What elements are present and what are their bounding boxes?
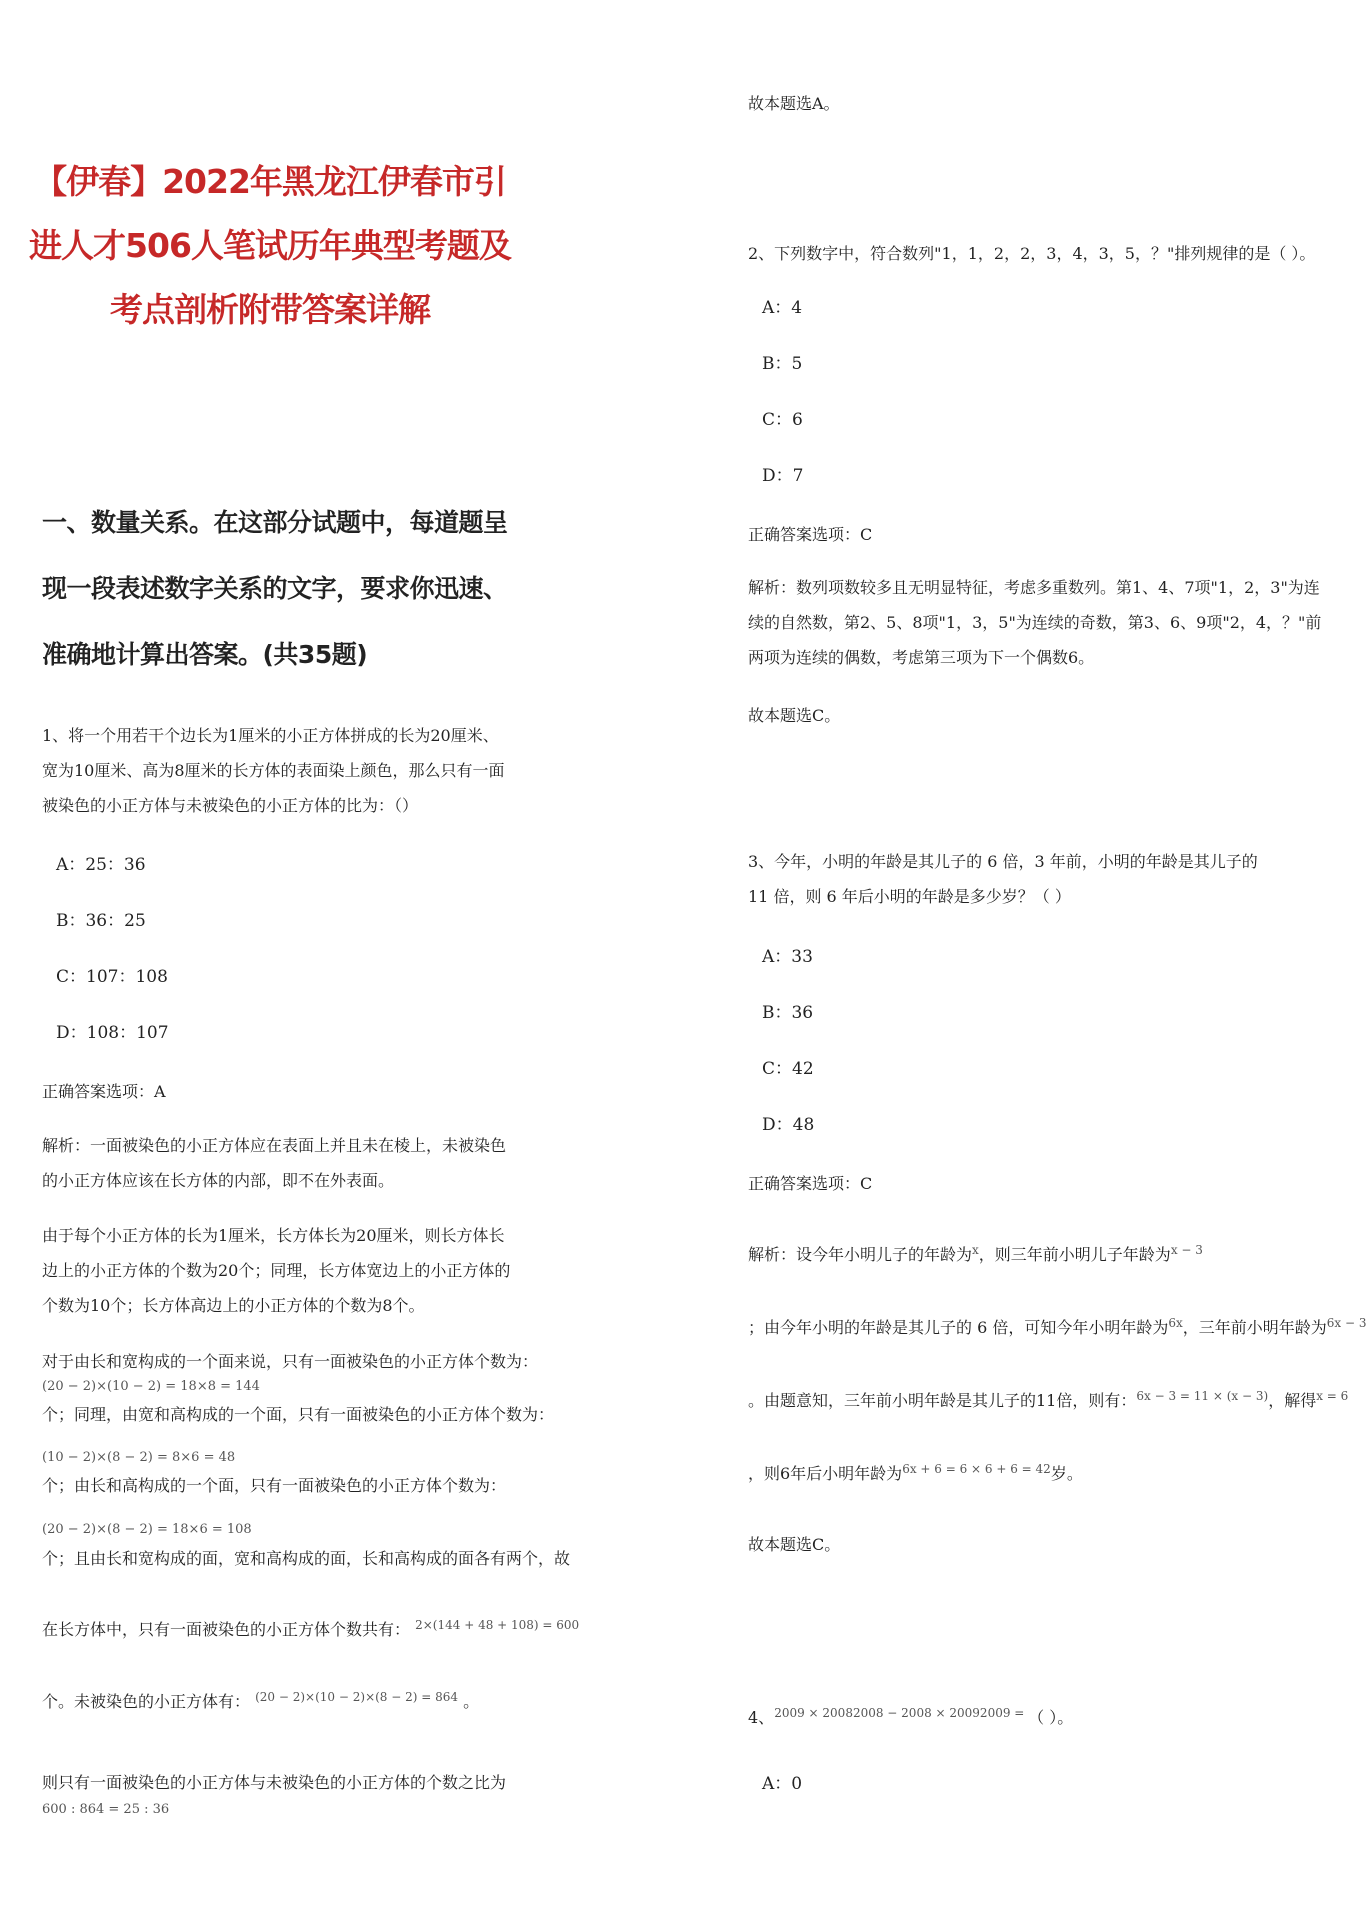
q1-line-8-end: 。 — [463, 1692, 480, 1711]
q3-formula-x: x — [972, 1243, 979, 1257]
q3-analysis-2-text: ；由今年小明的年龄是其儿子的 6 倍，可知今年小明年龄为 — [748, 1318, 1169, 1337]
q1-formula-4: 2×(144 + 48 + 108) = 600 — [415, 1618, 580, 1632]
q3-option-c: C：42 — [762, 1059, 814, 1079]
q1-analysis-1: 解析：一面被染色的小正方体应在表面上并且未在棱上，未被染色的小正方体应该在长方体的内部，即不在外表面。 — [42, 1136, 507, 1190]
q1-line-9: 则只有一面被染色的小正方体与未被染色的小正方体的个数之比为 — [42, 1773, 507, 1792]
q2-analysis: 解析：数列项数较多且无明显特征，考虑多重数列。第1、4、7项"1，2，3"为连续的自然数，第2、5、8项"1，3，5"为连续的奇数，第3、6、9项"2，4，？"前两项为连续的偶数，考虑第三项为下一个偶数6。 — [748, 578, 1322, 667]
q3-analysis-3-text-b: ，解得 — [1268, 1391, 1317, 1410]
q1-formula-6: 600 : 864 = 25 : 36 — [42, 1802, 170, 1817]
q4-prefix: 4、 — [748, 1708, 775, 1727]
q3-formula-6x-minus-3: 6x − 3 — [1326, 1316, 1367, 1330]
q2-conclusion: 故本题选C。 — [748, 706, 841, 725]
q3-analysis-4-text: ，则6年后小明年龄为 — [748, 1464, 903, 1483]
q1-formula-2: (10 − 2)×(8 − 2) = 8×6 = 48 — [42, 1450, 236, 1465]
q3-option-b: B：36 — [762, 1003, 814, 1023]
q4-stem — [748, 1700, 1073, 1737]
q3-analysis-3-text: 。由题意知，三年前小明年龄是其儿子的11倍，则有： — [748, 1391, 1137, 1410]
q1-analysis-2: 由于每个小正方体的长为1厘米，长方体长为20厘米，则长方体长边上的小正方体的个数为20个；同理，长方体宽边上的小正方体的个数为10个；长方体高边上的小正方体的个数为8个。 — [42, 1226, 511, 1315]
q1-line-8-text: 个。未被染色的小正方体有： — [42, 1692, 251, 1711]
q3-option-a: A：33 — [762, 947, 813, 967]
q2-option-c: C：6 — [762, 410, 803, 430]
q1-line-6: 个；且由长和宽构成的面，宽和高构成的面，长和高构成的面各有两个，故 — [42, 1549, 571, 1568]
document-title: 【伊春】2022年黑龙江伊春市引进人才506人笔试历年典型考题及考点剖析附带答案详解 — [29, 162, 511, 329]
q1-line-7-text: 在长方体中，只有一面被染色的小正方体个数共有： — [42, 1620, 411, 1639]
q1-stem: 1、将一个用若干个边长为1厘米的小正方体拼成的长为20厘米、宽为10厘米、高为8厘米的长方体的表面染上颜色，那么只有一面被染色的小正方体与未被染色的小正方体的比为：（） — [42, 726, 505, 815]
q1-conclusion: 故本题选A。 — [748, 94, 840, 113]
q2-option-a: A：4 — [762, 298, 803, 318]
q1-option-c: C：107：108 — [56, 967, 168, 987]
q3-formula-solution: x = 6 — [1316, 1389, 1349, 1403]
q3-analysis-4 — [748, 1456, 1083, 1493]
q1-formula-5: (20 − 2)×(10 − 2)×(8 − 2) = 864 — [255, 1690, 459, 1704]
q1-line-8 — [42, 1684, 479, 1721]
q2-answer: 正确答案选项：C — [748, 525, 873, 544]
q4-suffix: （ ）。 — [1028, 1708, 1074, 1727]
q2-option-b: B：5 — [762, 354, 803, 374]
q3-formula-result: 6x + 6 = 6 × 6 + 6 = 42 — [902, 1462, 1051, 1476]
q3-stem: 3、今年，小明的年龄是其儿子的 6 倍，3 年前，小明的年龄是其儿子的 11 倍，则 6 年后小明的年龄是多少岁？（ ） — [748, 852, 1258, 906]
q4-formula: 2009 × 20082008 − 2008 × 20092009 = — [774, 1706, 1029, 1720]
q3-formula-x-minus-3: x − 3 — [1170, 1243, 1203, 1257]
q3-formula-equation: 6x − 3 = 11 × (x − 3) — [1136, 1389, 1269, 1403]
q1-option-d: D：108：107 — [56, 1023, 169, 1043]
q3-analysis-4-text-b: 岁。 — [1050, 1464, 1083, 1483]
q1-option-a: A：25：36 — [56, 855, 146, 875]
q4-option-a: A：0 — [762, 1774, 803, 1794]
q1-line-3: 对于由长和宽构成的一个面来说，只有一面被染色的小正方体个数为： — [42, 1352, 539, 1371]
q2-option-d: D：7 — [762, 466, 804, 486]
q1-formula-1: (20 − 2)×(10 − 2) = 18×8 = 144 — [42, 1379, 260, 1394]
right-column — [748, 0, 1367, 1924]
q3-conclusion: 故本题选C。 — [748, 1535, 841, 1554]
left-column — [29, 0, 580, 1924]
q1-formula-3: (20 − 2)×(8 − 2) = 18×6 = 108 — [42, 1522, 252, 1537]
q1-option-b: B：36：25 — [56, 911, 146, 931]
q3-analysis-2-text-b: ，三年前小明年龄为 — [1182, 1318, 1327, 1337]
q3-answer: 正确答案选项：C — [748, 1174, 873, 1193]
q1-line-5: 个；由长和高构成的一个面，只有一面被染色的小正方体个数为： — [42, 1476, 507, 1495]
q3-analysis-1-text: 解析：设今年小明儿子的年龄为 — [748, 1245, 973, 1264]
q3-analysis-3 — [748, 1383, 1348, 1420]
q2-stem: 2、下列数字中，符合数列"1，1，2，2，3，4，3，5，？"排列规律的是（ ）。 — [748, 244, 1316, 263]
q1-answer: 正确答案选项：A — [42, 1082, 166, 1101]
q3-analysis-1-text-b: ，则三年前小明儿子年龄为 — [978, 1245, 1171, 1264]
q3-analysis-1 — [748, 1237, 1203, 1274]
q1-line-4: 个；同理，由宽和高构成的一个面，只有一面被染色的小正方体个数为： — [42, 1405, 555, 1424]
q1-line-7 — [42, 1612, 579, 1649]
q3-formula-6x: 6x — [1168, 1316, 1183, 1330]
q3-analysis-2 — [748, 1310, 1367, 1347]
section-heading: 一、数量关系。在这部分试题中，每道题呈现一段表述数字关系的文字，要求你迅速、准确地计算出答案。(共35题) — [42, 508, 508, 669]
q3-option-d: D：48 — [762, 1115, 815, 1135]
